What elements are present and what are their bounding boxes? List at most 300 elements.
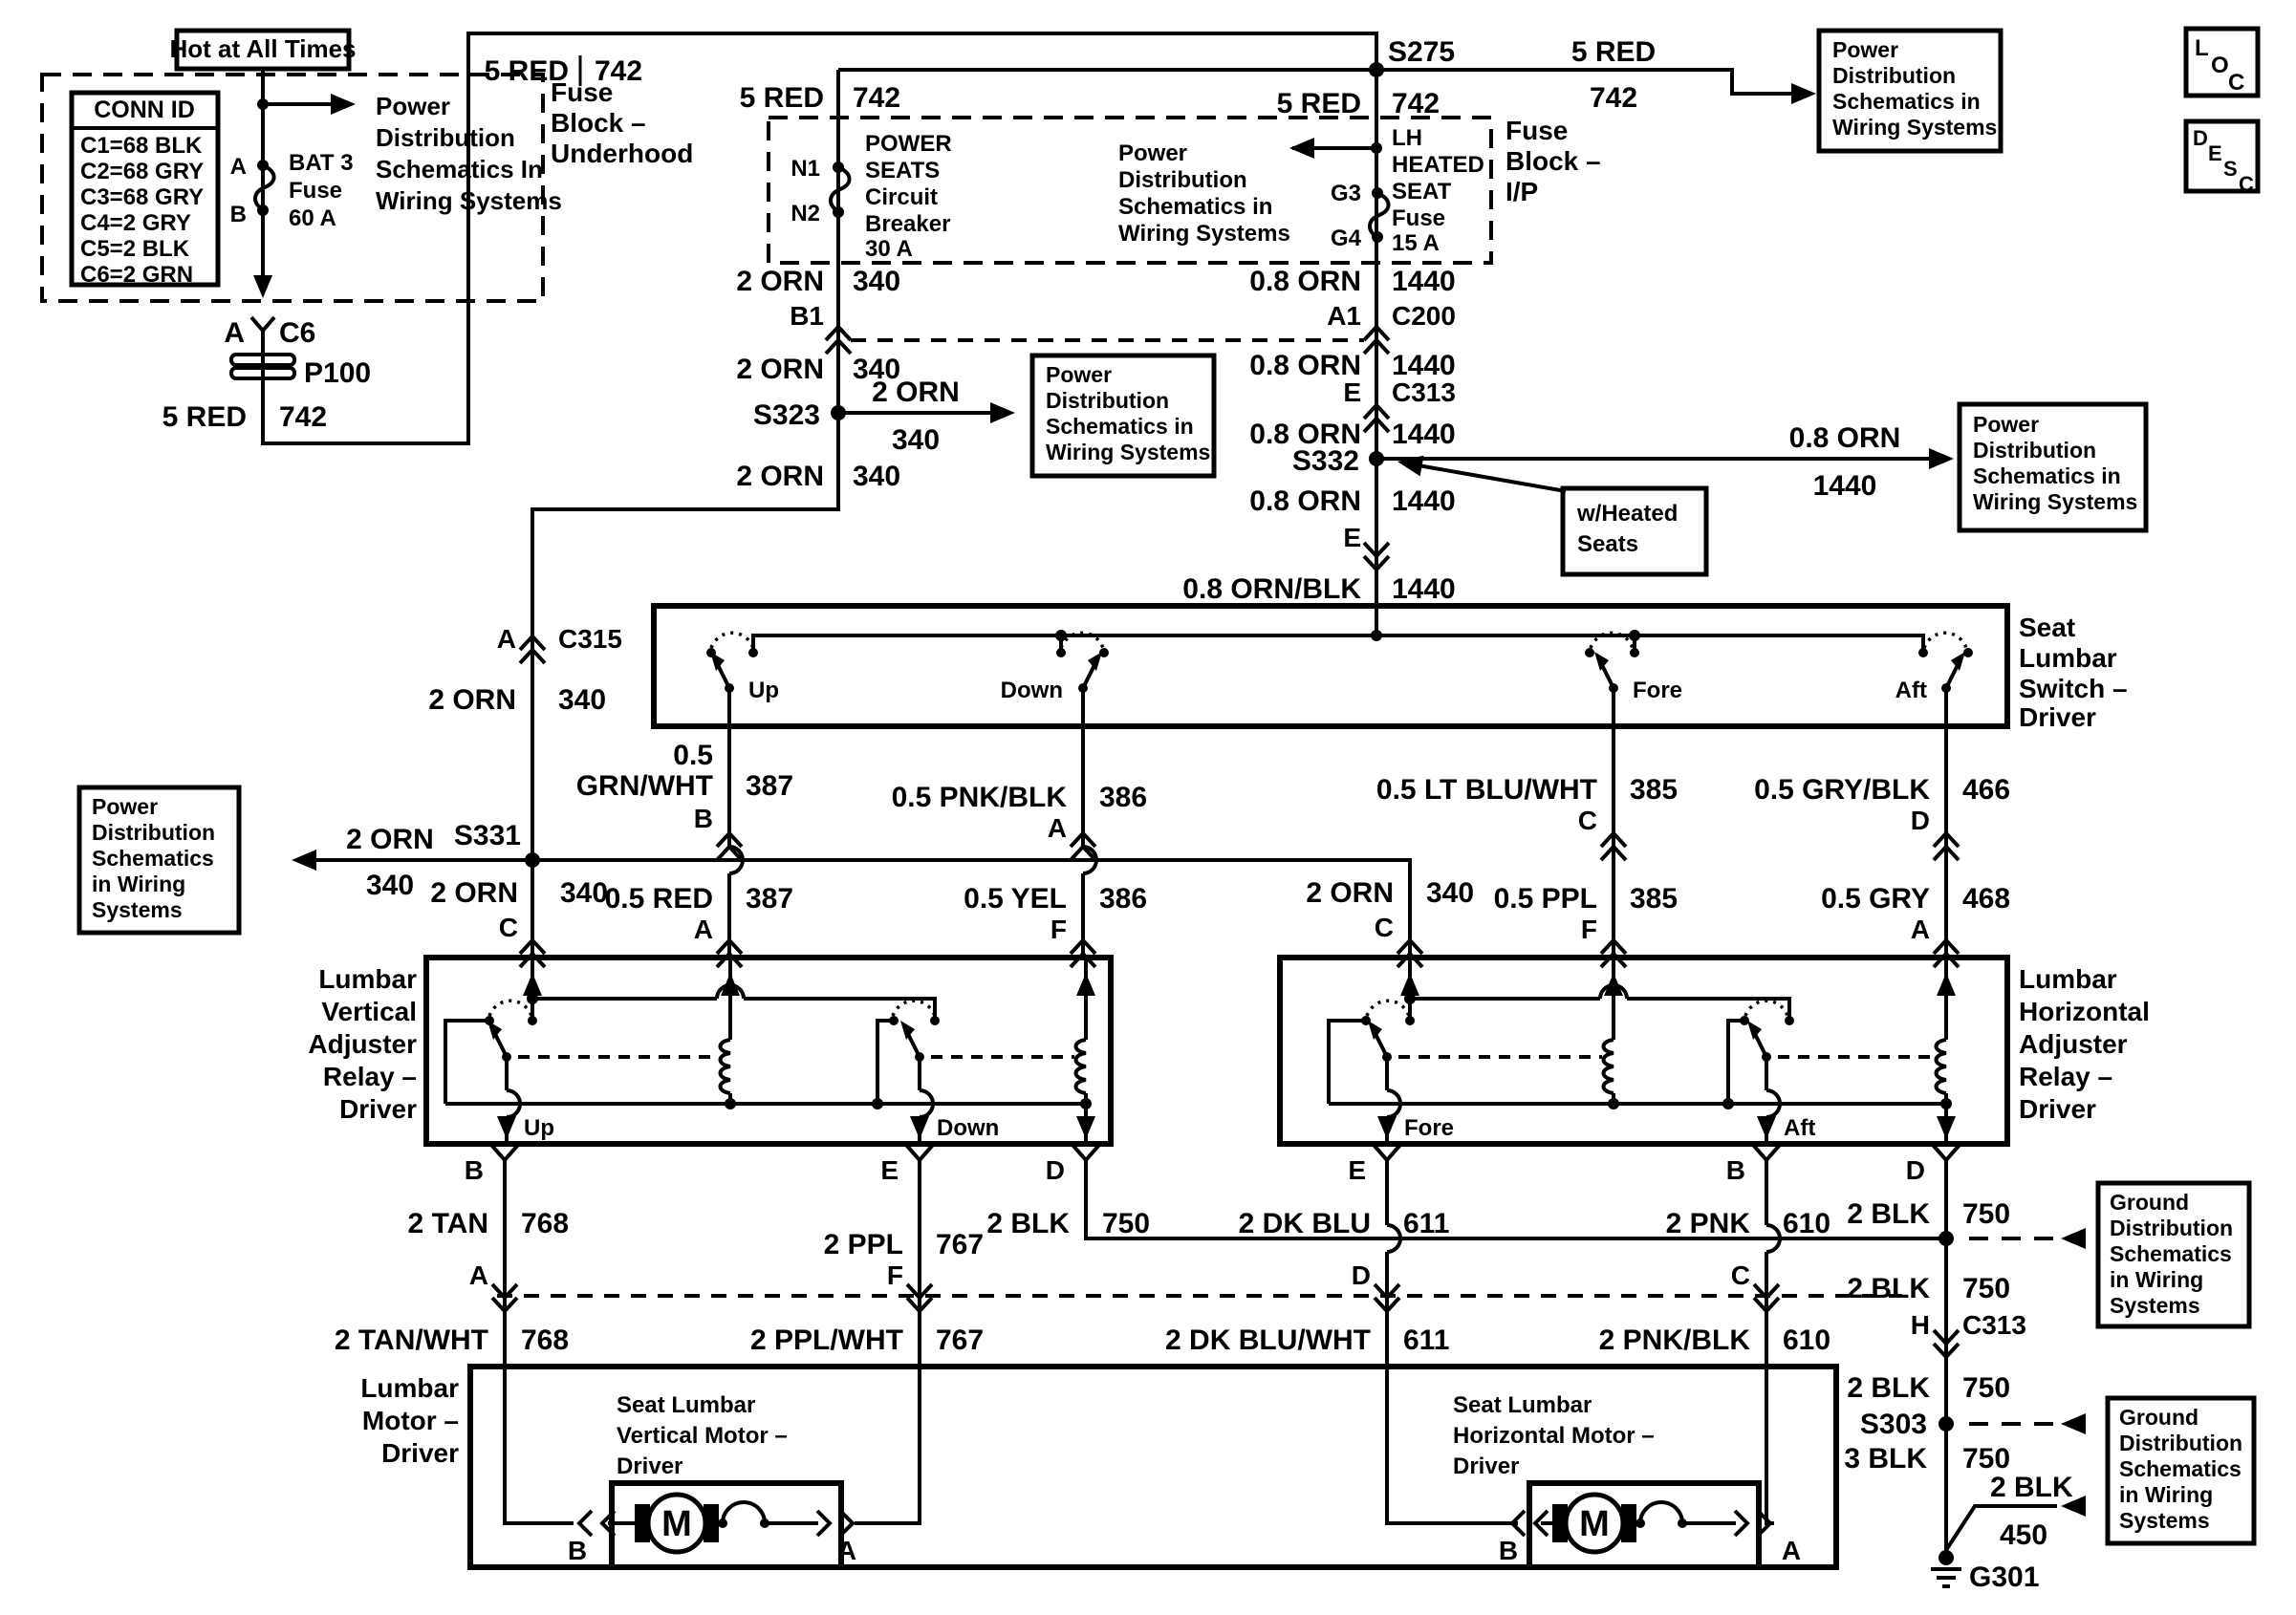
wire-circuit-label: 768 bbox=[521, 1324, 570, 1356]
breakaway-right-icon bbox=[817, 1511, 853, 1536]
pin-label-a: A bbox=[836, 1536, 857, 1565]
hot-at-all-times-label: Hot at All Times bbox=[169, 34, 357, 63]
wire-circuit-label: 385 bbox=[1630, 883, 1679, 915]
wire-circuit-label: 340 bbox=[891, 424, 941, 456]
fuse-block-underhood-line: Fuse bbox=[551, 77, 614, 107]
pds-ref-line: Schematics in bbox=[1973, 463, 2121, 488]
pin-label-b: B bbox=[1498, 1536, 1519, 1565]
pin-label-a: A bbox=[1047, 813, 1067, 843]
pin-label-e: E bbox=[1343, 377, 1361, 407]
relay-label-line: Lumbar bbox=[2019, 964, 2117, 994]
wire-color-label: 0.5 YEL bbox=[964, 883, 1067, 915]
wire-circuit-label: 340 bbox=[558, 684, 607, 716]
wire-circuit-label: 1440 bbox=[1812, 470, 1877, 502]
wire-color-label: 0.8 ORN bbox=[1249, 350, 1361, 381]
fuse-block-ip-line: I/P bbox=[1505, 177, 1539, 206]
wire-color-label: 3 BLK bbox=[1844, 1443, 1927, 1475]
conn-id-row: C5=2 BLK bbox=[80, 236, 190, 262]
relay-contact-arc bbox=[1367, 1001, 1409, 1016]
pds-ref-line: Wiring Systems bbox=[1832, 115, 1998, 140]
fuse-block-ip-line: Fuse bbox=[1505, 116, 1569, 145]
breaker-line: POWER bbox=[865, 131, 952, 157]
wire-circuit-label: 742 bbox=[1589, 82, 1638, 114]
ground-symbol-icon bbox=[1931, 1569, 1961, 1586]
loc-letter: C bbox=[2228, 70, 2245, 96]
wire-circuit-label: 466 bbox=[1962, 774, 2011, 806]
lh-fuse-line: 15 A bbox=[1392, 230, 1440, 256]
wire-circuit-label: 742 bbox=[853, 82, 901, 114]
lumbar-motor-section bbox=[360, 1367, 1836, 1567]
wire-circuit-label: 742 bbox=[595, 55, 643, 87]
relay-label-line: Relay – bbox=[2019, 1062, 2113, 1091]
wire-color-label: 0.5 GRY bbox=[1821, 883, 1930, 915]
wire-circuit-label: 742 bbox=[1392, 88, 1440, 119]
pds-ref-line: Wiring Systems bbox=[1046, 440, 1211, 464]
pin-label-c: C bbox=[1374, 913, 1394, 942]
splice-s332-label: S332 bbox=[1291, 445, 1359, 477]
relay-arm bbox=[487, 1021, 507, 1057]
wire-circuit-label: 750 bbox=[1962, 1273, 2011, 1304]
pin-label-d: D bbox=[1910, 806, 1930, 835]
wire-color-label: 0.8 ORN bbox=[1788, 422, 1901, 454]
pin-label-a: A bbox=[1910, 915, 1930, 944]
wire-circuit-label: 1440 bbox=[1392, 485, 1456, 517]
p100-label: P100 bbox=[304, 357, 372, 389]
connector-c315-label: C315 bbox=[558, 624, 622, 654]
wire-color-label: 2 ORN bbox=[346, 824, 434, 855]
relay-coil-columns bbox=[730, 958, 1086, 1144]
relay-label-line: Relay – bbox=[322, 1062, 417, 1091]
splice-s331-dot bbox=[525, 852, 540, 868]
pin-label-g3: G3 bbox=[1330, 181, 1361, 206]
switch-aft-arm bbox=[1946, 652, 1965, 688]
switch-label-line: Seat bbox=[2019, 613, 2076, 642]
pds-ref-line: Systems bbox=[92, 897, 183, 922]
wire-color-label: 2 BLK bbox=[986, 1208, 1070, 1239]
wire-color-label: 2 ORN bbox=[430, 877, 518, 909]
pds-ref-line: Wiring Systems bbox=[1118, 221, 1290, 247]
wire-circuit-label: 750 bbox=[1962, 1372, 2011, 1404]
c315-s331-section bbox=[79, 624, 622, 967]
pin-label-b: B bbox=[1725, 1155, 1745, 1185]
bat3-fuse-line: Fuse bbox=[289, 178, 343, 204]
loc-letter: L bbox=[2195, 35, 2209, 61]
wire-circuit-label: 450 bbox=[2000, 1519, 2048, 1551]
g301-dot bbox=[1939, 1550, 1954, 1565]
wire-color-label: 0.5 PPL bbox=[1493, 883, 1597, 915]
wire-circuit-label: 385 bbox=[1630, 774, 1679, 806]
vert-motor-label-line: Driver bbox=[617, 1454, 683, 1479]
wire-color-label: 0.5 LT BLU/WHT bbox=[1375, 774, 1597, 806]
switch-label-line: Switch – bbox=[2019, 674, 2128, 703]
pds-ref-line: Schematics in bbox=[1046, 414, 1194, 439]
relay-contact-arc bbox=[893, 1001, 935, 1016]
gnd-ref-line: in Wiring bbox=[2119, 1482, 2214, 1507]
pin-label-f: F bbox=[1580, 915, 1597, 944]
relay-coil-icon bbox=[1604, 1040, 1614, 1093]
gnd-ref-line: Distribution bbox=[2110, 1216, 2234, 1240]
pin-label-g4: G4 bbox=[1330, 226, 1361, 251]
pds-ref-line: Distribution bbox=[1832, 63, 1957, 88]
gnd-ref-line: Schematics bbox=[2119, 1456, 2242, 1481]
junction-dot bbox=[257, 98, 269, 110]
wire-color-label: 5 RED bbox=[484, 55, 569, 87]
lh-heated-seat-fuse-icon bbox=[1370, 193, 1389, 237]
pin-label-d: D bbox=[1045, 1155, 1065, 1185]
gnd-ref-line: Ground bbox=[2110, 1190, 2190, 1215]
switch-label-line: Lumbar bbox=[2019, 643, 2117, 673]
wire-color-label: 2 TAN/WHT bbox=[334, 1324, 488, 1356]
wire-horiz-b-to-motor bbox=[1766, 1177, 1774, 1523]
switch-label-line: Driver bbox=[2019, 702, 2096, 732]
horizontal-relay-section bbox=[1280, 958, 2150, 1144]
wire-color-label: 5 RED bbox=[1570, 36, 1657, 68]
wire-color-label: 2 BLK bbox=[1990, 1472, 2073, 1503]
motor-label-line: Driver bbox=[381, 1438, 459, 1468]
wire-circuit-label: 340 bbox=[1426, 877, 1475, 909]
motor-m-label: M bbox=[1579, 1504, 1610, 1544]
switch-fore-arm bbox=[1594, 652, 1614, 688]
conn-id-row: C3=68 GRY bbox=[80, 184, 205, 210]
splice-s332-dot bbox=[1369, 451, 1384, 466]
splice-s275-label: S275 bbox=[1388, 36, 1456, 68]
pds-ref-line: Schematics in bbox=[1832, 89, 1981, 114]
switch-position-aft: Aft bbox=[1895, 678, 1927, 703]
wire-circuit-label: 611 bbox=[1403, 1208, 1450, 1239]
gnd-ref-line: Ground bbox=[2119, 1405, 2199, 1430]
pin-label-f: F bbox=[1050, 915, 1067, 944]
pin-label-a: A bbox=[229, 154, 247, 180]
heated-seats-line: w/Heated bbox=[1577, 501, 1679, 527]
splice-s275-dot bbox=[1369, 62, 1384, 77]
conn-id-header: CONN ID bbox=[94, 97, 195, 123]
rail-junction-dot bbox=[1629, 630, 1640, 641]
wire-circuit-label: 340 bbox=[853, 461, 901, 492]
pin-label-a1: A1 bbox=[1327, 301, 1361, 331]
gnd-ref-line: Systems bbox=[2119, 1508, 2210, 1533]
wire-circuit-label: 340 bbox=[560, 877, 609, 909]
pds-ref-line: Distribution bbox=[1118, 167, 1247, 193]
wire-color-label: 0.5 bbox=[673, 740, 713, 771]
wire-color-label: GRN/WHT bbox=[575, 770, 713, 802]
wire-circuit-label: 750 bbox=[1962, 1198, 2011, 1230]
pin-label-c: C bbox=[498, 913, 518, 942]
relay-label-line: Lumbar bbox=[318, 964, 417, 994]
wire-circuit-label: 387 bbox=[746, 883, 794, 915]
relay-contact-arc bbox=[1745, 1001, 1787, 1016]
connector-c6-icon bbox=[251, 317, 274, 346]
relay-common-wires bbox=[507, 1057, 920, 1144]
relay-ground-rail bbox=[1329, 1021, 1946, 1104]
pin-label-c: C bbox=[1577, 806, 1597, 835]
relay-arm bbox=[900, 1021, 920, 1057]
lh-fuse-line: HEATED bbox=[1392, 152, 1484, 178]
relay-ground-rail bbox=[445, 1021, 1086, 1104]
underhood-fuse-block-section bbox=[42, 31, 693, 433]
arrow-left-icon bbox=[292, 850, 316, 871]
wire-circuit-label: 750 bbox=[1102, 1208, 1151, 1239]
arrow-left-icon bbox=[1289, 138, 1314, 159]
arrow-down-icon bbox=[253, 275, 272, 298]
wire-color-label: 0.8 ORN/BLK bbox=[1182, 573, 1361, 605]
pin-label-a: A bbox=[496, 624, 516, 654]
pds-ref-line: Power bbox=[92, 794, 159, 819]
wire-circuit-label: 767 bbox=[936, 1229, 985, 1260]
seat-lumbar-switch-section bbox=[654, 606, 2128, 732]
conn-id-row: C4=2 GRY bbox=[80, 210, 191, 236]
arrow-upleft-icon bbox=[1396, 451, 1423, 476]
wire-circuit-label: 340 bbox=[853, 266, 901, 297]
wire-color-label: 2 ORN bbox=[872, 377, 960, 408]
switch-contact-arc bbox=[711, 633, 753, 648]
relay-coil-icon bbox=[1937, 1040, 1947, 1093]
wire-color-label: 0.8 ORN bbox=[1249, 419, 1361, 450]
middle-distribution-section bbox=[736, 266, 2146, 605]
relay-to-motor-labels bbox=[335, 1145, 1960, 1356]
pin-label-b1: B1 bbox=[790, 301, 824, 331]
pds-ref-line: Power bbox=[1832, 37, 1899, 62]
pds-ref-line: in Wiring bbox=[92, 872, 186, 896]
wire-circuit-label: 767 bbox=[936, 1324, 985, 1356]
relay-label-line: Horizontal bbox=[2019, 997, 2150, 1026]
gnd-ref-line: in Wiring bbox=[2110, 1267, 2204, 1292]
relay-label-line: Driver bbox=[339, 1094, 417, 1124]
pds-ref-line: Power bbox=[1118, 140, 1188, 166]
pds-ref-line: Wiring Systems bbox=[376, 186, 562, 215]
connector-c6-label: C6 bbox=[279, 317, 316, 349]
pin-label-a: A bbox=[468, 1260, 488, 1290]
relay-output-aft: Aft bbox=[1784, 1115, 1816, 1141]
pin-label-h: H bbox=[1910, 1310, 1930, 1340]
fuse-block-underhood-line: Underhood bbox=[551, 139, 694, 168]
pds-ref-line: Schematics In bbox=[376, 155, 543, 183]
desc-letter: S bbox=[2223, 157, 2238, 181]
pds-ref-line: Wiring Systems bbox=[1973, 489, 2138, 514]
conn-id-row: C1=68 BLK bbox=[80, 133, 203, 159]
pin-label-e: E bbox=[1348, 1155, 1366, 1185]
arrow-left-icon bbox=[2061, 1228, 2086, 1249]
wire-circuit-label: 1440 bbox=[1392, 266, 1456, 297]
relay-contact-arc bbox=[489, 1001, 531, 1016]
pds-ref-line: Power bbox=[1973, 412, 2040, 437]
arrow-left-icon bbox=[2061, 1413, 2086, 1434]
relay-coil-columns bbox=[1614, 958, 1946, 1144]
wire-circuit-label: 742 bbox=[279, 401, 328, 433]
lh-fuse-line: SEAT bbox=[1392, 179, 1452, 205]
switch-contact-arc bbox=[1924, 633, 1966, 648]
wire-color-label: 2 TAN bbox=[407, 1208, 488, 1239]
relay-arm bbox=[1368, 1021, 1387, 1057]
wire-color-label: 0.5 GRY/BLK bbox=[1754, 774, 1930, 806]
pin-label-n2: N2 bbox=[791, 201, 820, 226]
pin-label-a: A bbox=[693, 915, 713, 944]
arrow-right-icon bbox=[331, 94, 356, 115]
pds-ref-line: Power bbox=[1046, 362, 1113, 387]
wire-circuit-label: 750 bbox=[1962, 1443, 2011, 1475]
relay-coil-icon bbox=[721, 1040, 731, 1093]
motor-m-label: M bbox=[661, 1504, 692, 1544]
breaker-line: Circuit bbox=[865, 184, 939, 210]
bat3-fuse-line: BAT 3 bbox=[289, 150, 354, 176]
pin-label-c: C bbox=[1730, 1260, 1750, 1290]
fuse-block-ip-line: Block – bbox=[1505, 146, 1601, 176]
relay-label-line: Adjuster bbox=[308, 1029, 417, 1059]
bat3-fuse-line: 60 A bbox=[289, 205, 336, 231]
pin-label-b: B bbox=[464, 1155, 484, 1185]
gnd-ref-line: Distribution bbox=[2119, 1431, 2243, 1455]
pin-label-b: B bbox=[229, 202, 247, 227]
arrow-right-icon bbox=[990, 402, 1015, 423]
breaker-line: 30 A bbox=[865, 236, 913, 262]
gnd-ref-line: Schematics bbox=[2110, 1241, 2232, 1266]
pin-label-d: D bbox=[1351, 1260, 1371, 1290]
relay-output-up: Up bbox=[524, 1115, 554, 1141]
relay-top-rail bbox=[1410, 958, 1789, 1021]
wire-color-label: 5 RED bbox=[739, 82, 824, 114]
conn-id-row: C6=2 GRN bbox=[80, 262, 194, 288]
junction-dot bbox=[1371, 142, 1382, 154]
loc-letter: O bbox=[2211, 53, 2229, 78]
top-right-reference-section bbox=[1369, 29, 2258, 196]
rail-junction-dot bbox=[1371, 630, 1382, 641]
relay-label-line: Vertical bbox=[321, 997, 417, 1026]
splice-s303-dot bbox=[1939, 1416, 1954, 1432]
wire-color-label: 2 PNK bbox=[1665, 1208, 1750, 1239]
pds-ref-line: Distribution bbox=[376, 123, 515, 152]
fuse-block-underhood-line: Block – bbox=[551, 108, 646, 138]
wire-color-label: 2 DK BLU/WHT bbox=[1165, 1324, 1371, 1356]
wire-circuit-label: 386 bbox=[1099, 883, 1148, 915]
switch-position-down: Down bbox=[1000, 678, 1063, 703]
relay-output-fore: Fore bbox=[1404, 1115, 1455, 1141]
ground-section bbox=[1844, 1183, 2254, 1593]
pin-label-d: D bbox=[1905, 1155, 1925, 1185]
pin-label-e: E bbox=[1343, 523, 1361, 552]
splice-s323-label: S323 bbox=[752, 399, 820, 431]
horiz-motor-label-line: Driver bbox=[1453, 1454, 1520, 1479]
wire-color-label: 2 ORN bbox=[428, 684, 516, 716]
connector-c313-label: C313 bbox=[1392, 377, 1456, 407]
wire-circuit-label: 387 bbox=[746, 770, 794, 802]
pds-ref-line: Distribution bbox=[1973, 438, 2097, 463]
pds-ref-line: Power bbox=[376, 92, 451, 120]
wire-color-label: 0.8 ORN bbox=[1249, 266, 1361, 297]
switch-down-arm bbox=[1083, 652, 1102, 688]
horiz-motor-label-line: Seat Lumbar bbox=[1453, 1392, 1592, 1418]
vertical-relay-section bbox=[308, 958, 1111, 1144]
switch-internal-feed-rail bbox=[753, 606, 1923, 653]
connector-c200-label: C200 bbox=[1392, 301, 1456, 331]
arrow-right-icon bbox=[1791, 83, 1816, 104]
wire-circuit-label: 610 bbox=[1783, 1324, 1831, 1356]
wire-color-label: 2 ORN bbox=[1306, 877, 1394, 909]
g301-label: G301 bbox=[1969, 1561, 2040, 1593]
wire-circuit-label: 610 bbox=[1783, 1208, 1831, 1239]
desc-letter: C bbox=[2239, 172, 2254, 196]
wire-circuit-label: 386 bbox=[1099, 782, 1148, 813]
desc-letter: E bbox=[2208, 141, 2222, 165]
wire-color-label: 5 RED bbox=[162, 401, 247, 433]
switch-position-fore: Fore bbox=[1633, 678, 1683, 703]
vert-motor-label-line: Seat Lumbar bbox=[617, 1392, 756, 1418]
wire-color-label: 2 ORN bbox=[736, 266, 824, 297]
relay-label-line: Adjuster bbox=[2019, 1029, 2128, 1059]
switch-to-relay-labels bbox=[576, 740, 2010, 967]
pin-label-b: B bbox=[693, 804, 713, 833]
wire-color-label: 2 ORN bbox=[736, 354, 824, 385]
seat-lumbar-switch-box bbox=[654, 606, 2007, 726]
relay-arm bbox=[1747, 1021, 1766, 1057]
wire-circuit-label: 611 bbox=[1403, 1324, 1450, 1356]
wire-color-label: 2 PNK/BLK bbox=[1598, 1324, 1750, 1356]
desc-letter: D bbox=[2193, 126, 2208, 150]
pin-label-a: A bbox=[224, 317, 245, 349]
arrow-right-icon bbox=[1929, 448, 1954, 469]
ip-fuse-block-section bbox=[740, 82, 1601, 263]
wire-circuit-label: 768 bbox=[521, 1208, 570, 1239]
splice-s331-label: S331 bbox=[453, 820, 521, 851]
pin-label-a: A bbox=[1781, 1536, 1802, 1565]
splice-s303-label: S303 bbox=[1859, 1409, 1927, 1440]
breaker-line: Breaker bbox=[865, 211, 951, 237]
heated-seats-line: Seats bbox=[1577, 531, 1639, 557]
wire-circuit-label: 1440 bbox=[1392, 573, 1456, 605]
splice-s323-dot bbox=[831, 405, 846, 420]
pds-ref-line: Distribution bbox=[1046, 388, 1170, 413]
gnd-ref-line: Systems bbox=[2110, 1293, 2200, 1318]
motor-jumper bbox=[723, 1502, 818, 1523]
pds-ref-line: Schematics in bbox=[1118, 194, 1273, 220]
relay-coil-icon bbox=[1076, 1040, 1087, 1093]
relay-label-line: Driver bbox=[2019, 1094, 2096, 1124]
motor-label-line: Lumbar bbox=[360, 1373, 459, 1403]
junction-dot bbox=[1939, 1231, 1954, 1246]
wire-color-label: 2 ORN bbox=[736, 461, 824, 492]
wire-circuit-label: 468 bbox=[1962, 883, 2011, 915]
wire-circuit-label: 1440 bbox=[1392, 419, 1456, 450]
wire-color-label: 2 BLK bbox=[1847, 1372, 1930, 1404]
connector-c313-label: C313 bbox=[1962, 1310, 2026, 1340]
wire-circuit-label: 340 bbox=[365, 870, 415, 901]
pin-label-n1: N1 bbox=[791, 156, 820, 182]
wire-color-label: 2 PPL/WHT bbox=[749, 1324, 903, 1356]
pds-ref-line: Schematics bbox=[92, 846, 214, 871]
pin-label-f: F bbox=[886, 1260, 903, 1290]
wire-color-label: 2 BLK bbox=[1847, 1273, 1930, 1304]
conn-id-row: C2=68 GRY bbox=[80, 159, 205, 184]
motor-jumper bbox=[1640, 1502, 1736, 1523]
pin-label-e: E bbox=[880, 1155, 899, 1185]
lh-fuse-line: Fuse bbox=[1392, 205, 1446, 231]
motor-label-line: Motor – bbox=[361, 1406, 459, 1435]
relay-output-down: Down bbox=[937, 1115, 1000, 1141]
wire-color-label: 5 RED bbox=[1276, 88, 1361, 119]
switch-up-arm bbox=[710, 652, 729, 688]
vert-motor-label-line: Vertical Motor – bbox=[617, 1423, 788, 1449]
wire-circuit-label: 1440 bbox=[1392, 350, 1456, 381]
pin-label-b: B bbox=[567, 1536, 588, 1565]
wire-color-label: 0.5 RED bbox=[604, 883, 713, 915]
wire-color-label: 0.5 PNK/BLK bbox=[891, 782, 1067, 813]
horiz-motor-label-line: Horizontal Motor – bbox=[1453, 1423, 1655, 1449]
wire-color-label: 2 PPL bbox=[823, 1229, 903, 1260]
lh-fuse-line: LH bbox=[1392, 125, 1422, 151]
wire-circuit-label: 340 bbox=[853, 354, 901, 385]
switch-position-up: Up bbox=[748, 678, 779, 703]
breaker-line: SEATS bbox=[865, 158, 941, 183]
wire-color-label: 2 BLK bbox=[1847, 1198, 1930, 1230]
pds-ref-line: Distribution bbox=[92, 820, 216, 845]
